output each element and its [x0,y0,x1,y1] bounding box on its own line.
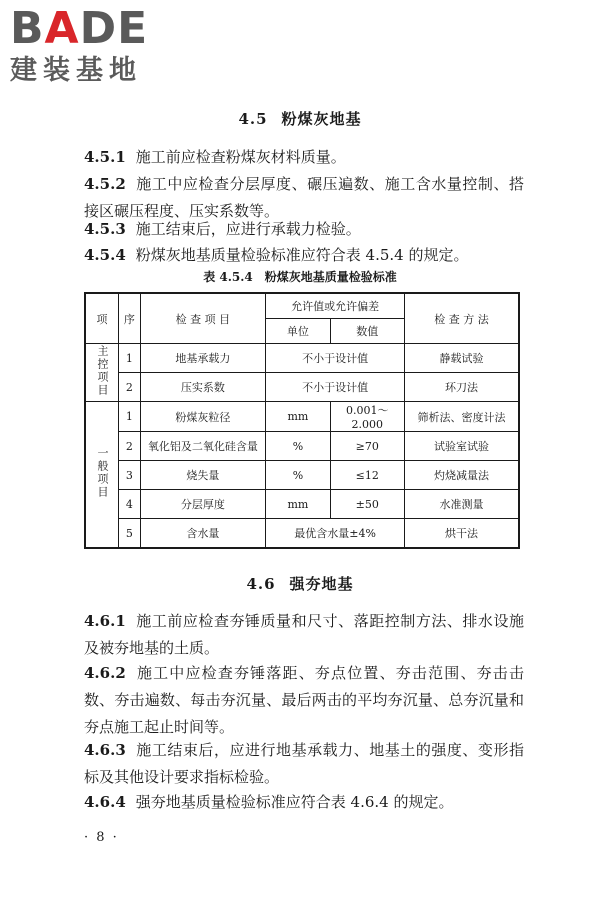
cell-seq: 1 [119,402,141,432]
cell-seq: 4 [119,490,141,519]
table-row [85,402,519,432]
header-method: 检 查 方 法 [404,293,519,344]
cell-method: 筛析法、密度计法 [404,402,519,432]
page-number: · 8 · [84,830,119,845]
header-unit: 单位 [266,319,330,344]
inspection-standard-table [84,292,520,549]
table-row [85,461,519,490]
cell-unit: mm [266,490,330,519]
cell-seq: 1 [119,344,141,373]
cell-value: ≤12 [330,461,404,490]
cell-unit: mm [266,402,330,432]
cell-item: 含水量 [140,519,266,549]
header-item: 检 查 项 目 [140,293,266,344]
section-heading-4-5: 4.5 粉煤灰地基 [238,110,362,128]
cell-unit: % [266,461,330,490]
cell-method: 试验室试验 [404,432,519,461]
clause-4-5-3: 4.5.3 施工结束后，应进行承载力检验。 [84,220,361,238]
cell-value: 0.001～2.000 [330,402,404,432]
clause-4-6-3: 4.6.3 施工结束后，应进行地基承载力、地基土的强度、变形指标及其他设计要求指标检验。 [84,741,524,786]
cell-unit: % [266,432,330,461]
clause-4-5-1: 4.5.1 施工前应检查粉煤灰材料质量。 [84,148,346,166]
header-seq: 序 [119,293,141,344]
cell-method: 静载试验 [404,344,519,373]
section-heading-4-6: 4.6 强夯地基 [246,575,354,593]
cell-allowance: 最优含水量±4% [266,519,405,549]
header-category: 项 [85,293,119,344]
table-row [85,344,519,373]
cell-item: 烧失量 [140,461,266,490]
cell-value: ≥70 [330,432,404,461]
clause-4-6-4: 4.6.4 强夯地基质量检验标准应符合表 4.6.4 的规定。 [84,793,454,811]
logo-subtitle: 建装基地 [10,55,142,86]
cell-value: ±50 [330,490,404,519]
cell-item: 分层厚度 [140,490,266,519]
brand-logo [10,3,149,88]
table-row [85,519,519,549]
cell-seq: 5 [119,519,141,549]
clause-4-5-4: 4.5.4 粉煤灰地基质量检验标准应符合表 4.5.4 的规定。 [84,246,469,264]
clause-4-6-1: 4.6.1 施工前应检查夯锤质量和尺寸、落距控制方法、排水设施及被夯地基的土质。 [84,612,524,657]
header-allowance: 允许值或允许偏差 [266,293,405,319]
cell-item: 地基承载力 [140,344,266,373]
header-value: 数值 [330,319,404,344]
cell-allowance: 不小于设计值 [266,344,405,373]
clause-4-6-2: 4.6.2 施工中应检查夯锤落距、夯点位置、夯击范围、夯击击数、夯击遍数、每击夯沉量、最后两击的平均夯沉量、总夯沉量和夯点施工起止时间等。 [84,664,524,736]
table-row [85,432,519,461]
group-label: 主控项目 [85,344,119,402]
cell-method: 水准测量 [404,490,519,519]
group-label: 一般项目 [85,402,119,549]
table-row [85,490,519,519]
cell-item: 粉煤灰粒径 [140,402,266,432]
cell-method: 灼烧减量法 [404,461,519,490]
clause-4-5-2: 4.5.2 施工中应检查分层厚度、碾压遍数、施工含水量控制、搭接区碾压程度、压实系数等。 [84,175,524,220]
cell-seq: 3 [119,461,141,490]
cell-allowance: 不小于设计值 [266,373,405,402]
cell-method: 烘干法 [404,519,519,549]
logo-wordmark: BADE [10,3,149,54]
cell-item: 压实系数 [140,373,266,402]
table-row [85,373,519,402]
cell-method: 环刀法 [404,373,519,402]
cell-seq: 2 [119,373,141,402]
cell-item: 氧化铝及二氧化硅含量 [140,432,266,461]
table-caption: 表 4.5.4 粉煤灰地基质量检验标准 [203,270,397,284]
cell-seq: 2 [119,432,141,461]
